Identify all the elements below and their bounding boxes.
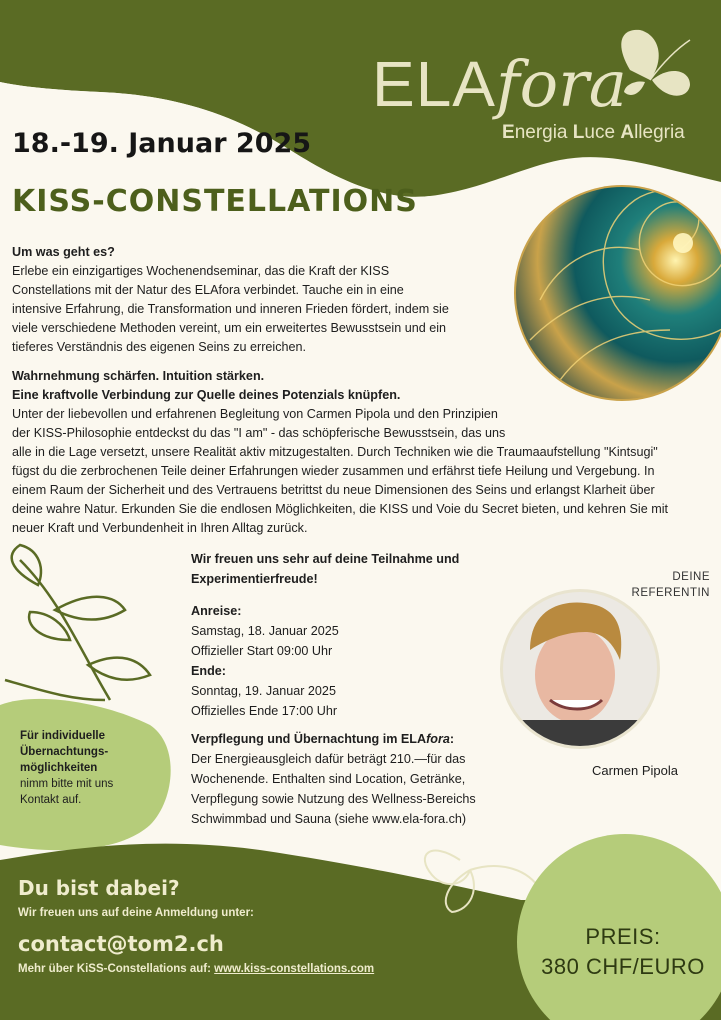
event-title: KISS-CONSTELLATIONS <box>12 184 418 219</box>
main-description: Wahrnehmung schärfen. Intuition stärken. Eine kraftvolle Verbindung zur Quelle deines Potenzials knüpfen. Unter der liebevollen und erfahrenen Begleitung von Carmen Pipola und den Prinzipien der KISS-Philosophie entdeckst du das "I am" - das schöpferische Bewusstsein, das uns alle in die Lage versetzt, unsere Realität aktiv mitzugestalten. Durch Techniken wie die Traumaaufstellung "Kintsugi" fügst du die zerbrochenen Teile deiner Erfahrungen wieder zusammen und erfährst tiefe Heilung und Vergebung. In einem Raum der Sicherheit und des Vertrauens betrittst du neue Dimensionen des Seins und erlangst Klarheit über deine wahre Natur. Erkunden Sie die endlosen Möglichkeiten, die KISS und Voie du Secret bieten, und kehren Sie mit neuer Kraft und Verbundenheit in Ihren Alltag zurück. <box>12 369 668 535</box>
footer-heading: Du bist dabei? <box>18 876 180 900</box>
event-date: 18.-19. Januar 2025 <box>12 128 312 159</box>
accommodation-note: Für individuelle Übernachtungs- möglichkeiten nimm bitte mit uns Kontakt auf. <box>20 730 114 806</box>
website-link[interactable]: www.kiss-constellations.com <box>214 963 375 975</box>
logo-wordmark: ELAfora <box>372 48 627 122</box>
referent-name: Carmen Pipola <box>592 763 678 778</box>
contact-email[interactable]: contact@tom2.ch <box>18 932 224 956</box>
intro-section: Um was geht es? Erlebe ein einzigartiges Wochenendseminar, das die Kraft der KISS Constellations mit der Natur des ELAfora verbindet. Tauche ein in eine intensive Erfahrung, die Transformation und inneren Frieden fördert, indem sie viele verschiedene Methoden vereint, um ein erweitertes Bewusstsein und ein tieferes Verständnis des eigenen Seins zu erreichen. <box>12 245 449 354</box>
footer-registration-text: Wir freuen uns auf deine Anmeldung unter: <box>18 907 254 919</box>
price-label: PREIS: <box>585 924 661 949</box>
details-section: Wir freuen uns sehr auf deine Teilnahme und Experimentierfreude! Anreise: Samstag, 18. Januar 2025 Offizieller Start 09:00 Uhr Ende: Sonntag, 19. Januar 2025 Offizielles Ende 17:00 Uhr Verpflegung und Übernachtung im ELAfora: Der Energieausgleich dafür beträgt 210.—für das Wochenende. Enthalten sind Location, Getränke, Verpflegung sowie Nutzung des Wellness-Bereichs Schwimmbad und Sauna (siehe www.ela-fora.ch) <box>191 552 476 826</box>
price-value: 380 CHF/EURO <box>541 954 705 979</box>
leaf-decoration <box>5 545 150 700</box>
referent-label: DEINE REFERENTIN <box>631 571 710 599</box>
logo-tagline: Energia Luce Allegria <box>502 122 685 143</box>
price-block <box>528 922 718 982</box>
footer-more-info: Mehr über KiSS-Constellations auf: www.kiss-constellations.com <box>18 963 375 975</box>
